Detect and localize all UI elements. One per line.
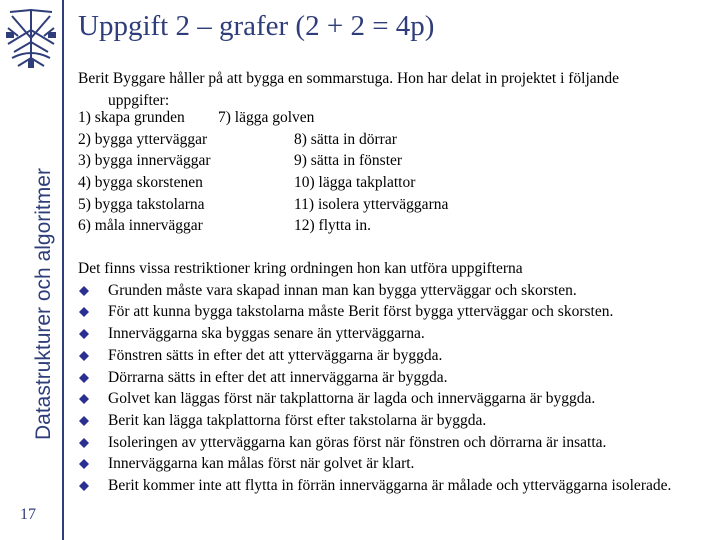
restriction-text: För att kunna bygga takstolarna måste Berit först bygga ytterväggar och skorsten. xyxy=(108,303,614,321)
diamond-bullet-icon xyxy=(79,416,89,426)
task-item: 5) bygga takstolarna xyxy=(78,195,205,213)
restriction-text: Berit kommer inte att flytta in förrän innerväggarna är målade och ytterväggarna isolerade. xyxy=(108,477,672,495)
restriction-text: Golvet kan läggas först när takplattorna är lagda och innerväggarna är byggda. xyxy=(108,390,596,408)
restriction-text: Innerväggarna ska byggas senare än ytterväggarna. xyxy=(108,325,425,343)
restriction-item xyxy=(78,432,712,454)
diamond-bullet-icon xyxy=(79,286,89,296)
restriction-text: Berit kan lägga takplattorna först efter takstolarna är byggda. xyxy=(108,411,487,429)
intro-line: Berit Byggare håller på att bygga en sommarstuga. Hon har delat in projektet i följande xyxy=(78,70,620,87)
task-row xyxy=(78,194,678,216)
task-item: 3) bygga innerväggar xyxy=(78,152,211,170)
task-row xyxy=(78,172,678,194)
task-row xyxy=(78,150,678,172)
task-item: 1) skapa grunden xyxy=(78,109,185,126)
task-list xyxy=(78,107,678,237)
slide-title: Uppgift 2 – grafer (2 + 2 = 4p) xyxy=(78,10,435,42)
sidebar-title: Datastrukturer och algoritmer xyxy=(32,168,55,440)
restriction-item xyxy=(78,280,712,302)
task-item: 2) bygga ytterväggar xyxy=(78,130,208,148)
sidebar-divider xyxy=(62,0,64,540)
diamond-bullet-icon xyxy=(79,459,89,469)
restrictions-list xyxy=(78,280,712,497)
sidebar xyxy=(0,0,62,540)
task-item: 12) flytta in. xyxy=(294,217,372,235)
restriction-item xyxy=(78,301,712,323)
restriction-item xyxy=(78,367,712,389)
diamond-bullet-icon xyxy=(79,329,89,339)
restriction-item xyxy=(78,388,712,410)
restriction-text: Isoleringen av ytterväggarna kan göras först när fönstren och dörrarna är insatta. xyxy=(108,433,607,451)
task-row xyxy=(78,129,678,151)
restrictions-intro: Det finns vissa restriktioner kring ordningen hon kan utföra uppgifterna xyxy=(78,260,523,277)
task-row xyxy=(78,215,678,237)
restriction-item xyxy=(78,410,712,432)
task-row xyxy=(78,107,678,129)
intro-line: uppgifter: xyxy=(108,91,170,109)
restriction-item xyxy=(78,323,712,345)
restriction-text: Innerväggarna kan målas först när golvet är klart. xyxy=(108,455,415,473)
restrictions-section xyxy=(78,258,712,497)
diamond-bullet-icon xyxy=(79,351,89,361)
task-item: 10) lägga takplattor xyxy=(294,174,416,192)
task-item: 4) bygga skorstenen xyxy=(78,174,203,192)
restriction-text: Fönstren sätts in efter det att ytterväggarna är byggda. xyxy=(108,346,443,364)
diamond-bullet-icon xyxy=(79,481,89,491)
diamond-bullet-icon xyxy=(79,307,89,317)
task-item: 6) måla innerväggar xyxy=(78,217,203,235)
restriction-text: Dörrarna sätts in efter det att innerväggarna är byggda. xyxy=(108,368,448,386)
diamond-bullet-icon xyxy=(79,373,89,383)
restriction-item xyxy=(78,453,712,475)
university-seal-icon xyxy=(4,8,58,70)
restriction-item xyxy=(78,475,712,497)
page-number: 17 xyxy=(20,506,36,523)
task-item: 8) sätta in dörrar xyxy=(294,130,397,148)
task-item: 7) lägga golven xyxy=(218,109,315,126)
restriction-item xyxy=(78,345,712,367)
restriction-text: Grunden måste vara skapad innan man kan bygga ytterväggar och skorsten. xyxy=(108,281,577,299)
task-item: 9) sätta in fönster xyxy=(294,152,403,170)
diamond-bullet-icon xyxy=(79,438,89,448)
task-item: 11) isolera ytterväggarna xyxy=(294,195,449,213)
intro-paragraph xyxy=(78,68,712,111)
diamond-bullet-icon xyxy=(79,394,89,404)
